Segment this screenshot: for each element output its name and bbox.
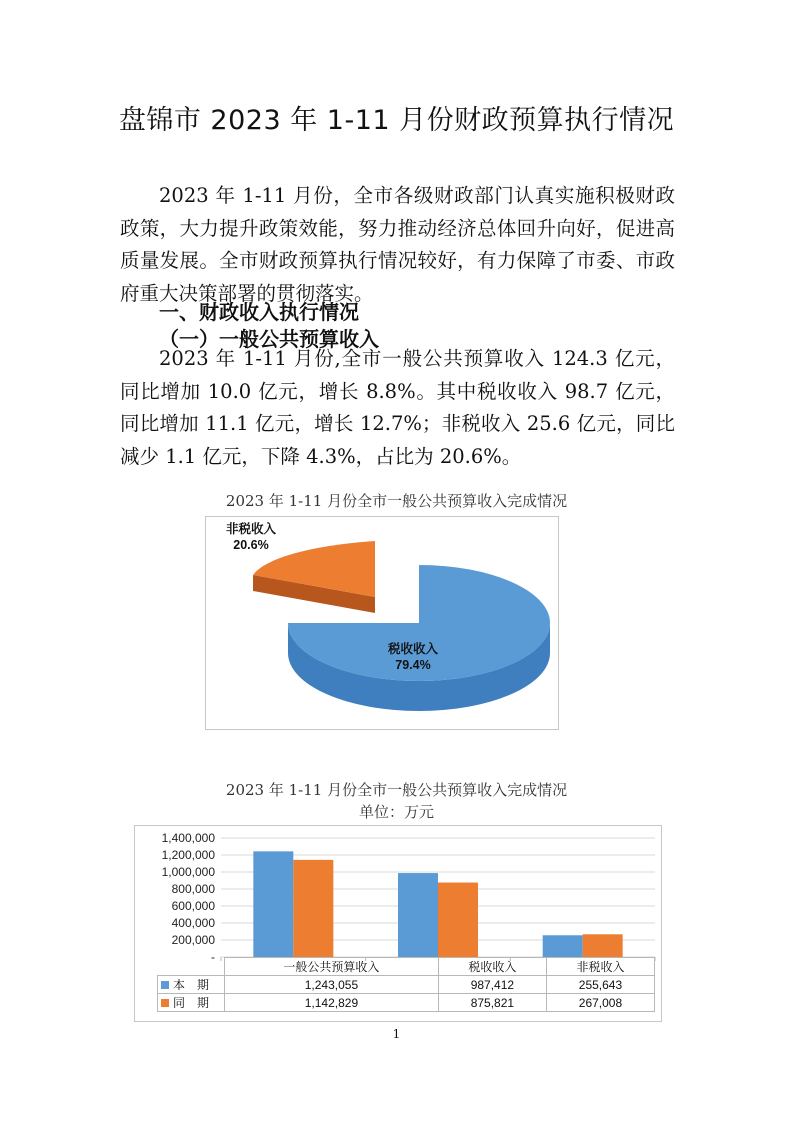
bar-current [543,935,583,957]
table-row [158,994,655,1012]
section-heading-1: 一、财政收入执行情况 [159,300,359,324]
legend-entry-prior [158,994,225,1012]
revenue-paragraph [120,343,675,473]
pie-label-nontax-percent: 20.6% [233,538,269,552]
bar-data-table [157,957,655,1012]
y-tick-label: 1,200,000 [161,848,215,862]
pie-label-nontax-name: 非税收入 [226,522,277,536]
bar-current [253,851,293,957]
revenue-text: 2023 年 1-11 月份,全市一般公共预算收入 124.3 亿元，同比增加 10.0 亿元，增长 8.8%。其中税收收入 98.7 亿元，同比增加 11.1 亿元，增长 12.7%；非税收入 25.6 亿元，同比减少 1.1 亿元，下降 4.3%，占比为 20.6%。 [120,347,675,468]
table-col-header: 税收收入 [438,958,546,976]
y-tick-label: 200,000 [171,933,215,947]
bar-current [398,873,438,957]
section-heading-2: （一）一般公共预算收入 [159,327,379,351]
y-tick-label: 800,000 [171,882,215,896]
y-tick-label: 600,000 [171,899,215,913]
document-title: 盘锦市 2023 年 1-11 月份财政预算执行情况 [118,105,675,136]
bar-chart-subtitle: 单位：万元 [358,803,434,821]
table-cell: 1,142,829 [225,994,439,1012]
intro-text: 2023 年 1-11 月份，全市各级财政部门认真实施积极财政政策，大力提升政策效能，努力推动经济总体回升向好，促进高质量发展。全市财政预算执行情况较好，有力保障了市委、市政府重大决策部署的贯彻落实。 [120,184,675,305]
table-cell: 1,243,055 [225,976,439,994]
table-col-header: 非税收入 [546,958,654,976]
table-header-row [158,958,655,976]
bar-prior [583,934,623,957]
legend-entry-current [158,976,225,994]
pie-label-tax [388,641,438,673]
y-tick-label: - [211,950,215,964]
table-col-header: 一般公共预算收入 [225,958,439,976]
legend-label-current: 本 期 [173,978,210,992]
bar-chart-title: 2023 年 1-11 月份全市一般公共预算收入完成情况 [225,781,568,799]
table-cell: 987,412 [438,976,546,994]
pie-label-nontax [226,521,276,553]
y-tick-label: 1,000,000 [161,865,215,879]
pie-chart-title: 2023 年 1-11 月份全市一般公共预算收入完成情况 [225,492,568,510]
legend-label-prior: 同 期 [173,996,210,1010]
pie-chart [205,516,559,730]
y-tick-label: 1,400,000 [161,831,215,845]
bar-prior [438,883,478,957]
intro-paragraph [120,180,675,310]
bar-chart [134,825,662,1022]
table-cell: 255,643 [546,976,654,994]
y-tick-label: 400,000 [171,916,215,930]
bar-prior [293,860,333,957]
pie-label-tax-percent: 79.4% [395,658,431,672]
table-cell: 267,008 [546,994,654,1012]
table-corner [158,958,225,976]
legend-swatch-prior [161,999,169,1007]
pie-label-tax-name: 税收收入 [388,642,439,656]
table-cell: 875,821 [438,994,546,1012]
page-number: 1 [392,1027,401,1041]
table-row [158,976,655,994]
legend-swatch-current [161,981,169,989]
